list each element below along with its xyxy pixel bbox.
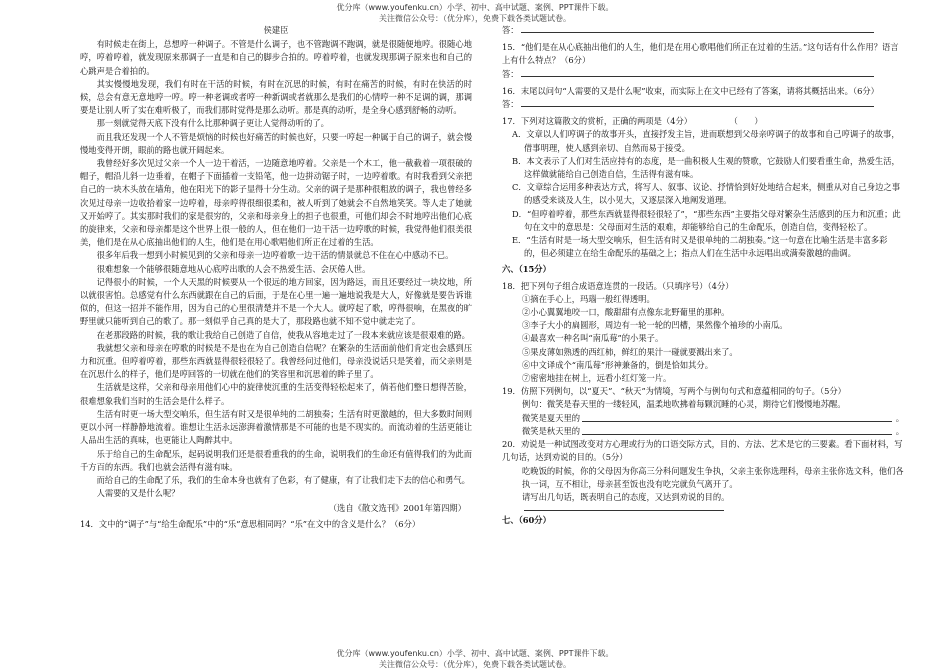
question-17-bracket[interactable]: （ ） <box>729 116 763 127</box>
article-paragraph: 我曾经好多次见过父亲一个人一边干着活，一边随意地哼着。父亲是一个木工，他一截截着一项很破的帽子，帽沿儿斜一边垂着，在帽子下面插着一支铅笔，他一边拼动锯子时，一边哼着歌。有时我看到父亲把自己的一块木头放在墙角，他在阳光下的影子显得十分生动。父亲的调子是那种很粗放的调子，我也曾经多次见过母亲一边收拾着家一边哼着，母亲哼得很细很柔和，被人听到了她就会不自然地笑笑。等人走了她就又开始哼了。其实那时我们的家是很穷的，父亲和母亲身上的担子也很重，可他们却会不时地哼出他们心底的旋律来，父亲和母亲都是这个世界上很一般的人，但在他们一边干活一边哼歌的时候，我觉得他们很美很美，他们是在从心底抽出他们的人生，他们是在用心歌唱他们所正在过着的生活。 <box>80 158 472 248</box>
section-6-title: 六、（15分） <box>502 264 551 275</box>
article-paragraph: 生活就是这样，父亲和母亲用他们心中的旋律使沉重的生活变得轻松起来了，倘若他们整日想得苦脸，很难想象我们当时的生活会是什么样子。 <box>80 382 472 406</box>
line-1-prefix: 微笑是夏天里的 <box>522 412 581 423</box>
question-18-item: ⑦密密地挂在树上，远看小红灯笼一片。 <box>522 373 672 384</box>
page-footer <box>0 648 950 670</box>
article-paragraph: 那一刻就觉得天底下没有什么比那种调子更让人觉得动听的了。 <box>96 118 329 129</box>
question-19-line-2 <box>502 425 904 438</box>
question-19-example: 例句：微笑是春天里的一缕轻风，温柔地吹拂着每颗沉睡的心灵，期待它们慢慢地苏醒。 <box>522 399 846 410</box>
question-17-option[interactable]: D．“但哼着哼着，那些东西就显得很轻很轻了”，“那些东西”主要指父母对繁杂生活感到的压力和沉重；此句在文中的意思是：父母面对生活的艰难，却能够给自己的生命配乐，创造自信，变得轻松了。 <box>512 208 901 232</box>
article-paragraph: 乐于给自己的生命配乐，起码说明我们还是很看重我的的生命，说明我们的生命还有值得我们的为此而千方百的东西。我们也就会活得有滋有味。 <box>80 448 472 472</box>
question-17-option[interactable]: A．文章以人们哼调子的故事开头，直接抒发主旨，进而联想到父母亲哼调子的故事和自己哼调子的故事，借事明理，使人感到亲切、自然而易于接受。 <box>512 129 900 153</box>
footer-line-2: 关注微信公众号：（优分库），免费下载各类试题试卷。 <box>379 660 571 669</box>
line-1-period: 。 <box>895 412 904 423</box>
question-20-prompt: 请写出几句话，既表明自己的态度，又达到劝说的目的。 <box>522 491 730 502</box>
question-17 <box>502 115 904 128</box>
answer-blank[interactable] <box>521 98 874 107</box>
section-7-title: 七、（60分） <box>502 515 551 526</box>
answer-blank[interactable] <box>521 68 874 77</box>
question-18-item: ④最喜欢一种名叫“南瓜莓”的小果子。 <box>522 333 664 344</box>
footer-line-1: 优分库（www.youfenku.cn）小学、初中、高中试题、案例、PPT课件下载。 <box>336 649 614 658</box>
question-19-line-1 <box>502 412 904 425</box>
question-18-item: ⑤果皮薄如熟透的西红柿，鲜红的果汁一碰就要溅出来了。 <box>522 346 738 357</box>
article-author: 侯建臣 <box>263 25 289 35</box>
article-body <box>80 38 472 500</box>
question-20-body: 吃晚饭的时候，你的父母因为你高三分科问题发生争执，父亲主张你选理科，母亲主张你选文科，他们各执一词，互不相让，母亲甚至饭也没有吃完就负气离开了。 <box>522 465 904 489</box>
article-paragraph: 记得很小的时候，一个人天黑的时候要从一个很远的地方回家，因为路远，而且还要经过一块坟地，所以就很害怕。总感觉有什么东西就跟在自己的后面，于是在心里一遍一遍地说我是大人，好像就是要告诉谁似的，但这一招并不能作用，因为自己的心里很清楚并不是一个大人。就哼起了歌，哼得很响，在黑夜的旷野里就只能听到自己的歌了。那一刻似乎自己真的是大了，那段路也就不知不觉中就走完了。 <box>80 276 472 327</box>
question-15: 15．“他们是在从心底抽出他们的人生，他们是在用心歌唱他们所正在过着的生活。”这句话有什么作用？语言上有什么特点？（6分） <box>502 42 899 66</box>
page-header <box>0 2 950 24</box>
answer-line-16 <box>502 98 904 111</box>
question-17-text: 17．下列对这篇散文的赏析，正确的两项是（4分） <box>502 116 693 127</box>
answer-line-14 <box>502 24 904 37</box>
line-2-period: 。 <box>895 425 904 436</box>
question-18-items <box>502 293 904 385</box>
line-2-blank[interactable] <box>582 425 892 435</box>
question-16: 16．末尾以问句“人需要的又是什么呢”收束，而实际上在文中已经有了答案，请将其概括出来。（6分） <box>502 85 879 96</box>
answer-line-15 <box>502 68 904 81</box>
line-2-prefix: 微笑是秋天里的 <box>522 425 581 436</box>
article-paragraph: 而且我还发现一个人不管是烦恼的时候也好痛苦的时候也好，只要一哼起一种属于自己的调子，就会慢慢地变得开朗，眼前的路也就开阔起来。 <box>80 131 472 155</box>
article-paragraph: 在老那段路的时候，我的歌让我给自己创造了自信，使我从容地走过了一段本来就应该是很艰难的路。 <box>96 329 470 340</box>
question-18-item: ②小心翼翼地咬一口，酸甜甜有点像东北野葡里的那种。 <box>522 307 730 318</box>
question-14: 14．文中的“调子”与“给生命配乐”中的“乐”意思相同吗？“乐”在文中的含义是什么？（6分） <box>80 518 421 529</box>
article-paragraph: 有时候走在街上，总想哼一种调子。不管是什么调子，也不管跑调不跑调，就是很随便地哼。很随心地哼，哼着哼着，就发现原来那调子一直是和自己的脚步合拍的。哼着哼着，也就发现那调子原来也和自己的心跳声是合着拍的。 <box>80 39 472 76</box>
right-column <box>502 24 904 530</box>
answer-label: 答： <box>502 25 519 35</box>
article-paragraph: 很难想象一个能够很随意地从心底哼出歌的人会不热爱生活、会厌倦人世。 <box>96 263 371 274</box>
question-18-item: ③李子大小的扁圆形，周边有一轮一轮的凹槽，果然像个袖珍的小南瓜。 <box>522 320 788 331</box>
answer-rule[interactable] <box>524 510 724 511</box>
question-19: 19．仿照下列例句，以“夏天”、“秋天”为情境，写两个与例句句式和意蕴相同的句子。（5分） <box>502 386 846 397</box>
question-17-options <box>502 128 904 260</box>
article-paragraph: 其实慢慢地发现，我们有时在干活的时候，有时在沉思的时候，有时在痛苦的时候，有时在快活的时候，总会有意无意地哼一哼。哼一种老调或者哼一种新调或者就那么是我们的心情哼一种不足调的调，那调要是让别人听了实在难听极了，而我们那时觉得是那么动听。那是真的动听，是全身心感到舒畅的动听。 <box>80 78 472 116</box>
article-source: （选自《散文选刊》2001年第四期） <box>328 503 466 514</box>
question-17-option[interactable]: C．文章综合运用多种表达方式，将写人、叙事、议论、抒情恰到好处地结合起来，侧重从对自己身边之事的感受来谈及人生，以小见大，又逐层深入地阐发道理。 <box>512 182 901 206</box>
article-paragraph: 人需要的又是什么呢？ <box>96 488 180 499</box>
left-column <box>80 24 472 531</box>
question-18: 18．把下列句子组合成语意连贯的一段话。（只填序号）（4分） <box>502 280 734 291</box>
answer-label: 答： <box>502 99 519 110</box>
header-line-1: 优分库（www.youfenku.cn）小学、初中、高中试题、案例、PPT课件下载。 <box>336 3 614 12</box>
question-17-option[interactable]: B．本文表示了人们对生活应持有的态度，是一曲积极人生观的赞歌，它鼓励人们要看重生命，热爱生活，这样做就能给自己创造自信，生活得有滋有味。 <box>512 155 900 180</box>
article-paragraph: 我就想父亲和母亲在哼歌的时候是不是也在为自己创造自信呢？在繁杂的生活面前他们肯定也会感到压力和沉重。但哼着哼着，那些东西就显得很轻很轻了。我曾经问过他们，母亲没说话只是笑着，而父亲则是在沉思什么的样子，他们是哼回答的一切就在他们的笑容里和沉思着的眸子里了。 <box>80 342 472 380</box>
article-paragraph: 而给自己的生命配了乐，我们的生命本身也就有了色彩，有了健康，有了让我们走下去的信心和勇气。 <box>96 474 470 485</box>
question-18-item: ⑥中文译成个“南瓜莓”形神兼备的，倒是恰如其分。 <box>522 359 714 370</box>
article-paragraph: 生活有时更一场大型交响乐，但生活有时又是很单纯的二胡独奏；生活有时更激越的，但大多数时间则更以小河一样静静地流着。谁想让生活永远澎湃着激情那是不可能的也是不现实的。而流动着的生活更能让人品出生活的真味，也更能让人陶醉其中。 <box>80 408 472 446</box>
question-20: 20．劝说是一种试图改变对方心理或行为的口语交际方式，目的、方法、艺术是它的三要素。看下面材料，写几句话，达到劝说的目的。（5分） <box>502 439 903 463</box>
answer-blank[interactable] <box>521 24 874 33</box>
question-18-item: ①摘在手心上，玛瑙一般红得透明。 <box>522 293 655 304</box>
question-17-option[interactable]: E．“生活有时是一场大型交响乐，但生活有时又是很单纯的二胡独奏。”这一句意在比喻生活是丰富多彩的，但必须建立在给生命配乐的基础之上；指点人们在生活中永远唱出或满奏激越的曲调。 <box>512 235 888 259</box>
article-paragraph: 很多年后我一想到小时候见到的父亲和母亲一边哼着歌一边干活的情景就总不住在心中感动不已。 <box>96 250 454 261</box>
header-line-2: 关注微信公众号：（优分库），免费下载各类试题试卷。 <box>379 14 571 23</box>
answer-label: 答： <box>502 68 519 79</box>
line-1-blank[interactable] <box>582 412 892 422</box>
